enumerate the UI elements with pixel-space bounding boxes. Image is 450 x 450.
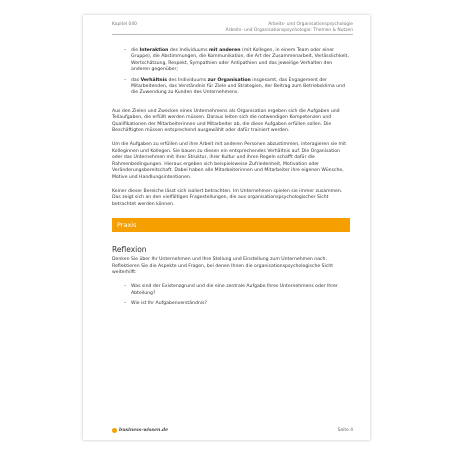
chapter-label: Kapitel 040 [112, 22, 137, 27]
page-content [112, 48, 350, 312]
logo-dot-icon [112, 428, 117, 433]
list-item: – Was sind der Existenzgrund und die eine zentrale Aufgabe Ihres Unternehmens oder Ihrer Abteilung? [124, 284, 350, 297]
paragraph: Um die Aufgaben zu erfüllen und ihre Arbeit mit anderen Personen abzustimmen, interagieren sie mit Kolleginnen und Kollegen. Sie bauen zu diesen ein entsprechendes Verhältnis auf. Die Organisation oder das Unternehmen mit ihrer Struktur, ihrer Kultur und ihren Regeln schafft dafür die Rahmenbedingungen. Hieraus ergeben sich beispielsweise Zufriedenheit, Motivation oder Veränderungsbereitschaft. Dabei haben alle Mitarbeiterinnen und Mitarbeiter ihre eigenen Wünsche, Motive und Handlungsintentionen. [112, 142, 347, 180]
header-divider [112, 34, 353, 35]
document-page [83, 15, 370, 440]
list-item: – Wie ist Ihr Aufgabenverständnis? [124, 301, 350, 307]
list-item: – das Verhältnis des Individuums zur Organisation insgesamt, das Engagement der Mitarbeitenden, das Verständnis für Ziele und Strategien, der Beitrag zum Betriebsklima und die Zuwendung zu Kunden des Unternehmens. [124, 78, 350, 97]
logo-text: business-wissen.de [119, 428, 169, 433]
paragraph: Keiner dieser Bereiche lässt sich isoliert betrachten. Im Unternehmen spielen sie immer zusammen. Das zeigt sich an den vielfältigen Fragestellungen, die aus organisationspsychologischer Sicht betrachtet werden können. [112, 188, 343, 207]
page-number: Seite 4 [337, 428, 353, 433]
bullet-list [124, 48, 350, 97]
section-heading: Reflexion [112, 245, 147, 255]
paragraph: Denken Sie über Ihr Unternehmen und Ihre Stellung und Einstellung zum Unternehmen nach. Reflektieren Sie die Aspekte und Fragen, bei denen Ihnen die organisationspsychologische Sicht weiterhilft: [112, 257, 334, 275]
brand-logo[interactable] [112, 428, 168, 433]
header-title: Arbeits- und Organisationspsychologie [268, 22, 353, 27]
paragraph: Aus den Zielen und Zwecken eines Unternehmens als Organisation ergeben sich die Aufgaben und Teilaufgaben, die erfüllt werden müssen. Daraus leiten sich die notwendigen Kompetenzen und Qualifikationen der Mitarbeiterinnen und Mitarbeiter ab, die diese Aufgaben erfüllen sollen. Die Beschäftigten müssen entsprechend ausgewählt oder dafür trainiert werden. [112, 108, 340, 134]
header-subtitle: Arbeits- und Organisationspsychologie: Themen & Nutzen [225, 27, 353, 33]
list-item: – die Interaktion des Individuums mit anderen (mit Kollegen, in einem Team oder einer Gruppe), die Abstimmungen, die Kommunikation, die Art der Zusammenarbeit, Verlässlichkeit, Wertschätzung, Respekt, Sympathien oder Antipathien und das jeweilige Verhalten den anderen gegenüber; [124, 48, 350, 74]
praxis-banner: Praxis [112, 218, 350, 232]
question-list [124, 284, 350, 307]
